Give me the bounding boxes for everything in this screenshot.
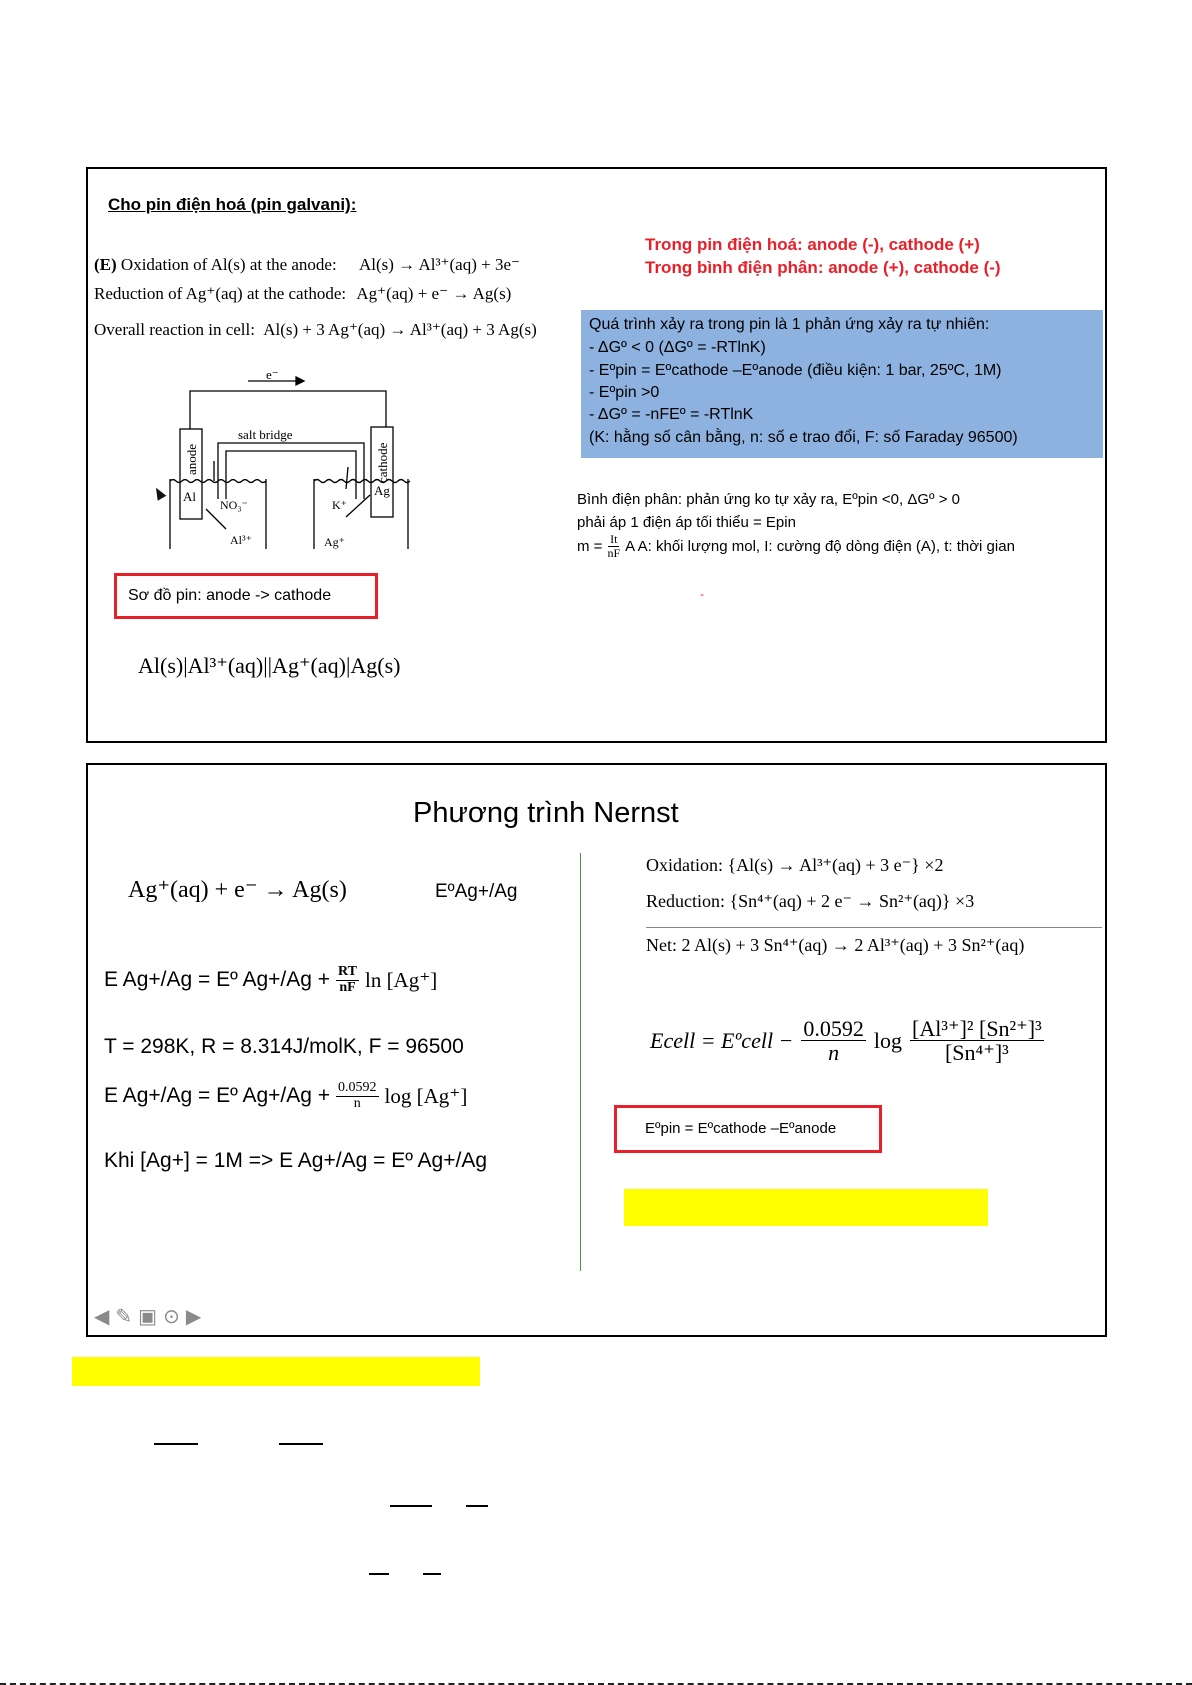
electrolysis-voltage-note: phải áp 1 điện áp tối thiểu = Epin bbox=[577, 514, 796, 531]
more-icon[interactable]: ⊙ bbox=[163, 1306, 180, 1328]
standard-potential-label: EºAg+/Ag bbox=[435, 881, 518, 902]
eq-label: (E) bbox=[94, 255, 117, 274]
mass-den: nF bbox=[607, 545, 621, 560]
blue-line-2: - ΔGº < 0 (ΔGº = -RTlnK) bbox=[589, 339, 766, 356]
ecell-den: n bbox=[828, 1040, 840, 1066]
blue-line-4: - Eºpin >0 bbox=[589, 384, 660, 401]
arrow-right-icon[interactable]: ▶ bbox=[185, 1306, 202, 1328]
spontaneous-conditions-box bbox=[581, 310, 1103, 458]
nernst-lhs: E Ag+/Ag = Eº Ag+/Ag + bbox=[104, 968, 331, 992]
constants-line: T = 298K, R = 8.314J/molK, F = 96500 bbox=[104, 1035, 464, 1058]
page-yellow-highlight bbox=[72, 1357, 480, 1386]
cell-notation: Al(s)|Al³⁺(aq)||Ag⁺(aq)|Ag(s) bbox=[138, 653, 401, 678]
cell-diagram-rule-label: Sơ đồ pin: anode -> cathode bbox=[128, 587, 332, 604]
standard-cell-potential-box bbox=[614, 1105, 882, 1153]
fraction-bar bbox=[466, 1505, 488, 1507]
external-wire bbox=[190, 391, 386, 429]
fraction-bar bbox=[154, 1443, 198, 1445]
nernst2-rhs: log [Ag⁺] bbox=[384, 1083, 468, 1108]
arrow-left-icon[interactable]: ◀ bbox=[94, 1306, 110, 1328]
blue-line-5: - ΔGº = -nFEº = -RTlnK bbox=[589, 406, 754, 423]
mass-fraction bbox=[605, 533, 622, 559]
anode-label: anode bbox=[184, 443, 199, 475]
mass-prefix: m = bbox=[577, 537, 603, 555]
standard-cell-potential-formula: Eºpin = Eºcathode –Eºanode bbox=[645, 1120, 837, 1137]
ecell-equation bbox=[650, 1017, 1044, 1064]
mass-num: It bbox=[610, 532, 618, 546]
fraction-bar bbox=[390, 1505, 432, 1507]
reaction-quotient bbox=[910, 1017, 1044, 1064]
overall-text: Overall reaction in cell: bbox=[94, 320, 255, 339]
slide2-divider bbox=[580, 853, 581, 1271]
ag-electrode-label: Ag bbox=[374, 483, 390, 498]
standard-condition-line: Khi [Ag+] = 1M => E Ag+/Ag = Eº Ag+/Ag bbox=[104, 1149, 488, 1172]
ag-arrow bbox=[346, 495, 370, 517]
fraction-bar bbox=[369, 1573, 389, 1575]
nernst-rhs: ln [Ag⁺] bbox=[364, 967, 438, 992]
yellow-highlight bbox=[624, 1189, 988, 1226]
pen-icon[interactable]: ✎ bbox=[115, 1306, 133, 1328]
overall-formula: Al(s) + 3 Ag⁺(aq) → Al³⁺(aq) + 3 Ag(s) bbox=[263, 320, 537, 339]
ecell-coefficient bbox=[801, 1017, 866, 1064]
slides-icon[interactable]: ▣ bbox=[138, 1306, 158, 1328]
al-electrode-label: Al bbox=[183, 489, 196, 504]
red-note-galvanic: Trong pin điện hoá: anode (-), cathode (+) bbox=[645, 235, 980, 254]
salt-bridge-label: salt bridge bbox=[238, 427, 293, 442]
net-reaction-line: Net: 2 Al(s) + 3 Sn⁴⁺(aq) → 2 Al³⁺(aq) + 3 Sn²⁺(aq) bbox=[646, 935, 1025, 955]
slide1-heading: Cho pin điện hoá (pin galvani): bbox=[108, 195, 357, 214]
rt-over-nf bbox=[336, 965, 359, 995]
cathode-solution-surface bbox=[314, 480, 410, 483]
0.0592-over-n bbox=[336, 1081, 379, 1111]
electrolysis-note: Bình điện phân: phản ứng ko tự xảy ra, Eºpin <0, ΔGº > 0 bbox=[577, 491, 960, 508]
sn-reduction-line: Reduction: {Sn⁴⁺(aq) + 2 e⁻ → Sn²⁺(aq)} ×3 bbox=[646, 891, 975, 911]
fraction-bar bbox=[279, 1443, 323, 1445]
nernst2-den: n bbox=[353, 1095, 361, 1111]
al3-arrow bbox=[206, 509, 226, 529]
reduction-formula: Ag⁺(aq) + e⁻ → Ag(s) bbox=[356, 284, 512, 303]
nernst-ln-equation bbox=[104, 965, 437, 995]
ecell-log: log bbox=[873, 1027, 903, 1053]
galvanic-cell-diagram bbox=[148, 349, 478, 549]
blue-line-1: Quá trình xảy ra trong pin là 1 phản ứng xảy ra tự nhiên: bbox=[589, 316, 990, 333]
cathode-label: cathode bbox=[375, 442, 390, 483]
red-dot: - bbox=[700, 587, 704, 601]
ag-ion-label: Ag⁺ bbox=[324, 535, 345, 549]
overall-equation bbox=[94, 320, 537, 340]
red-note-electrolysis: Trong bình điện phân: anode (+), cathode (-) bbox=[645, 258, 1001, 277]
potassium-label: K⁺ bbox=[332, 498, 347, 512]
nf: nF bbox=[339, 979, 356, 995]
arrow-head bbox=[296, 377, 304, 385]
salt-bridge-inner bbox=[226, 451, 356, 499]
al-oxidation-line: Oxidation: {Al(s) → Al³⁺(aq) + 3 e⁻} ×2 bbox=[646, 855, 944, 875]
nernst2-lhs: E Ag+/Ag = Eº Ag+/Ag + bbox=[104, 1084, 331, 1108]
blue-line-3: - Eºpin = Eºcathode –Eºanode (điều kiện: 1 bar, 25ºC, 1M) bbox=[589, 362, 1002, 379]
cell-diagram-rule-box bbox=[114, 573, 378, 619]
blue-line-6: (K: hằng số cân bằng, n: số e trao đổi, F: số Faraday 96500) bbox=[589, 429, 1018, 446]
rt: RT bbox=[338, 964, 357, 979]
oxidation-text: Oxidation of Al(s) at the anode: bbox=[116, 255, 337, 274]
quotient-den: [Sn⁴⁺]³ bbox=[944, 1040, 1009, 1066]
oxidation-formula: Al(s) → Al³⁺(aq) + 3e⁻ bbox=[358, 255, 520, 274]
slide-galvanic-cell bbox=[86, 167, 1107, 743]
electron-label: e⁻ bbox=[266, 367, 279, 382]
oxidation-equation bbox=[94, 255, 520, 275]
mass-text: A A: khối lượng mol, I: cường độ dòng điện (A), t: thời gian bbox=[625, 537, 1015, 555]
slide2-title: Phương trình Nernst bbox=[413, 797, 679, 829]
al3-ion-label: Al³⁺ bbox=[230, 533, 252, 547]
slide-nernst-equation bbox=[86, 763, 1107, 1337]
quotient-num: [Al³⁺]² [Sn²⁺]³ bbox=[912, 1016, 1042, 1041]
ecell-num: 0.0592 bbox=[803, 1016, 864, 1041]
ecell-lhs: Ecell = Eºcell − bbox=[650, 1027, 794, 1053]
fraction-bar bbox=[423, 1573, 441, 1575]
nernst-log-equation bbox=[104, 1081, 467, 1111]
reduction-text: Reduction of Ag⁺(aq) at the cathode: bbox=[94, 284, 347, 303]
k-arrow bbox=[346, 467, 348, 489]
nernst2-num: 0.0592 bbox=[338, 1080, 377, 1095]
silver-half-reaction: Ag⁺(aq) + e⁻ → Ag(s) bbox=[128, 877, 347, 903]
net-separator bbox=[646, 927, 1102, 928]
faraday-mass-formula bbox=[577, 533, 1015, 559]
slide-nav-toolbar bbox=[94, 1304, 201, 1329]
nitrate-label: NO₃⁻ bbox=[220, 498, 248, 512]
reduction-equation bbox=[94, 284, 511, 304]
